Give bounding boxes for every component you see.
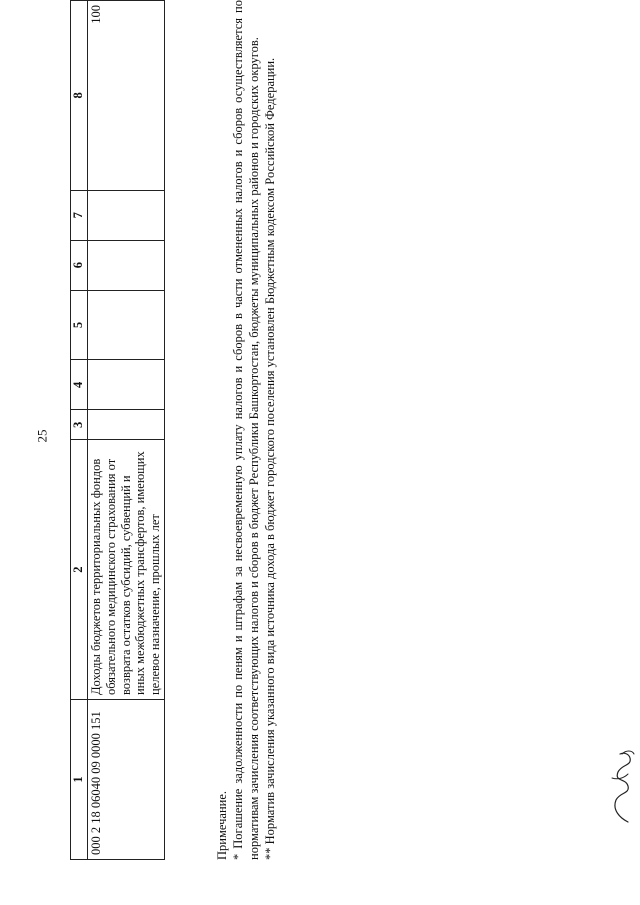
- revenue-code-cell: 000 2 18 06040 09 0000 151: [88, 700, 165, 860]
- revenue-description-cell: Доходы бюджетов территориальных фондов обязательного медицинского страхования от возврата остатков субсидий, субвенций и иных межбюджетных трансфертов, имеющих целевое назначение, прошлых лет: [88, 440, 165, 700]
- column-header-4: 4: [71, 360, 88, 410]
- revenue-table: [70, 0, 165, 860]
- column-header-5: 5: [71, 290, 88, 360]
- rate-cell: 100: [88, 1, 165, 191]
- cell-col-7: [88, 190, 165, 240]
- table-row: [88, 1, 165, 860]
- handwritten-signature: [598, 748, 640, 828]
- table-header-row: [71, 1, 88, 860]
- cell-col-4: [88, 360, 165, 410]
- cell-col-6: [88, 240, 165, 290]
- column-header-1: 1: [71, 700, 88, 860]
- column-header-2: 2: [71, 440, 88, 700]
- column-header-8: 8: [71, 1, 88, 191]
- page-number: 25: [34, 429, 50, 443]
- column-header-6: 6: [71, 240, 88, 290]
- cell-col-5: [88, 290, 165, 360]
- note-double-asterisk: ** Норматив зачисления указанного вида источника дохода в бюджет городского поселения установлен Бюджетным кодексом Российской Федерации.: [263, 57, 277, 860]
- notes-section: [214, 0, 278, 860]
- column-header-7: 7: [71, 190, 88, 240]
- rotated-content: [70, 0, 340, 860]
- cell-col-3: [88, 410, 165, 440]
- column-header-3: 3: [71, 410, 88, 440]
- notes-heading: Примечание.: [215, 790, 229, 860]
- note-single-asterisk: * Погашение задолженности по пеням и штрафам за несвоевременную уплату налогов и сборов в части отмененных налогов и сборов осуществляется по нормативам зачисления соответствующих налогов и сборов в бюджет Республики Башкортостан, бюджеты муниципальных районов и городских округов.: [231, 0, 261, 860]
